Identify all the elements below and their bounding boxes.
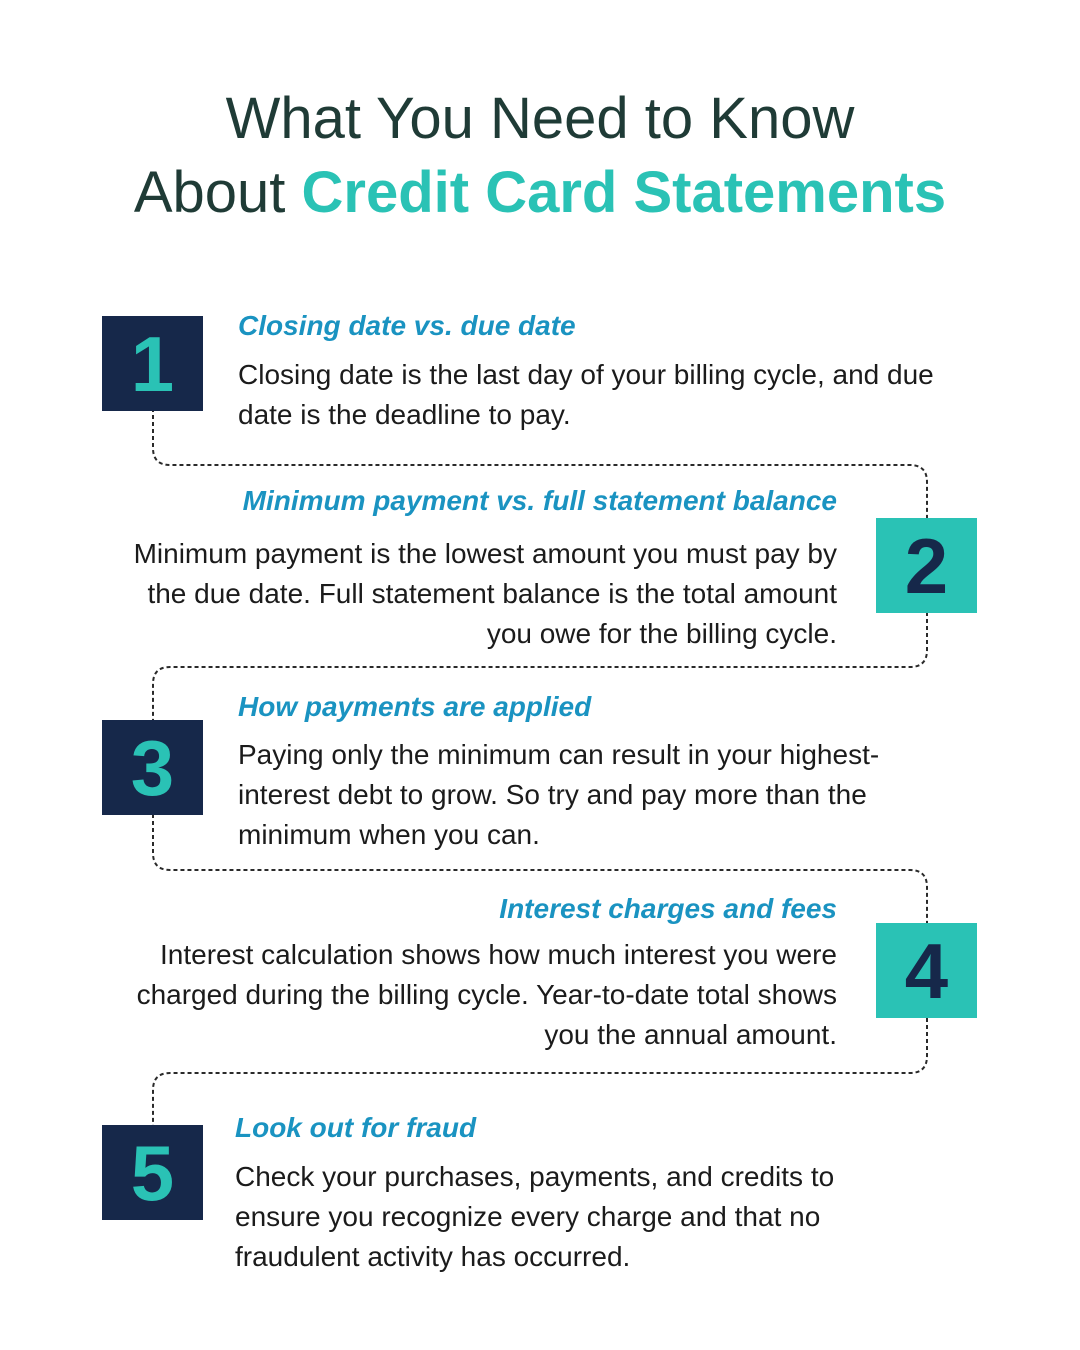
step-body: Check your purchases, payments, and credits to ensure you recognize every charge and that no fraudulent activity has occurred. [235,1161,835,1272]
step-title: Closing date vs. due date [238,310,576,341]
title-accent: Credit Card Statements [301,160,947,225]
step-number-badge: 2 [876,518,977,613]
step-body: Closing date is the last day of your billing cycle, and due date is the deadline to pay. [238,359,934,430]
step-title: Interest charges and fees [499,893,837,924]
step-number-badge: 1 [102,316,203,411]
title-line-1: What You Need to Know [225,86,855,151]
step-body: Interest calculation shows how much interest you were charged during the billing cycle. Year-to-date total shows you the annual amount. [136,939,837,1050]
step-body: Minimum payment is the lowest amount you must pay by the due date. Full statement balance is the total amount you owe for the billing cycle. [133,538,837,649]
step-number-badge: 4 [876,923,977,1018]
step-number-badge: 5 [102,1125,203,1220]
step-body: Paying only the minimum can result in your highest-interest debt to grow. So try and pay more than the minimum when you can. [238,739,880,850]
step-number-badge: 3 [102,720,203,815]
title-line-2-prefix: About [133,160,302,225]
step-title: How payments are applied [238,691,592,722]
step-title: Look out for fraud [235,1112,477,1143]
step-title: Minimum payment vs. full statement balance [242,485,837,516]
